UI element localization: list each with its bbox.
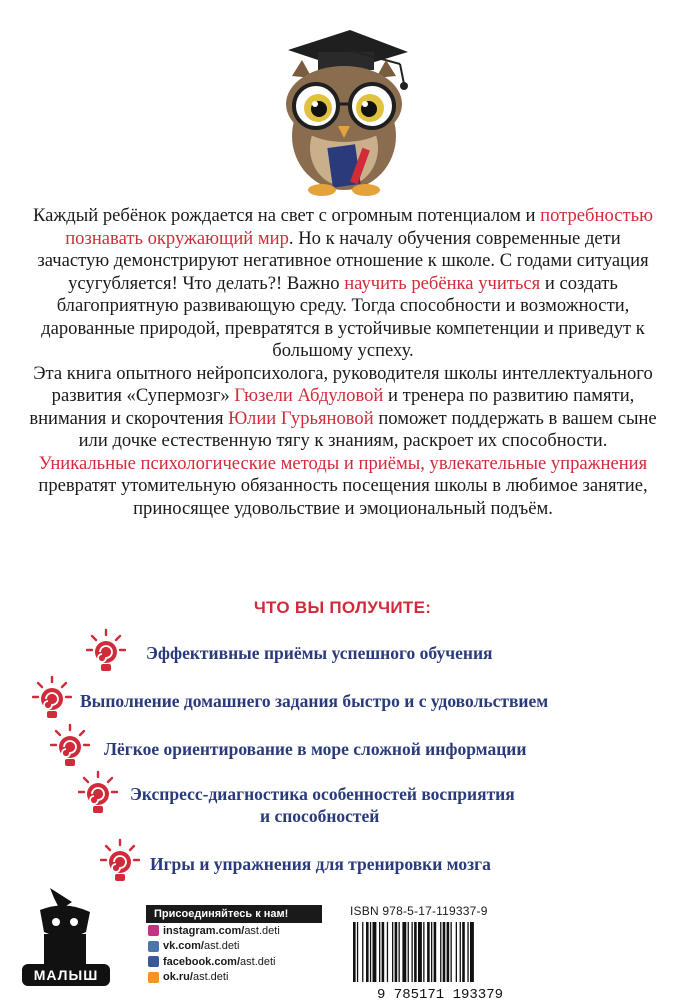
barcode-bars — [353, 922, 474, 982]
highlight: научить ребёнка учиться — [344, 272, 541, 294]
instagram-icon — [148, 925, 159, 936]
barcode-bar — [456, 922, 457, 982]
social-link-facebook[interactable]: facebook.com/ ast.deti — [148, 954, 322, 970]
barcode-bar — [412, 922, 413, 982]
barcode-bar — [434, 922, 437, 982]
barcode-bar — [395, 922, 398, 982]
odnoklassniki-icon — [148, 972, 159, 983]
barcode-bar — [402, 922, 406, 982]
bulb-icon — [32, 675, 72, 721]
social-link-instagram[interactable]: instagram.com/ ast.deti — [148, 923, 322, 939]
description-text — [28, 205, 658, 520]
barcode-bar — [462, 922, 465, 982]
barcode-bar — [460, 922, 461, 982]
barcode-bar — [379, 922, 380, 982]
owl-illustration — [258, 8, 428, 200]
highlight: потребностью познавать окружающий мир — [65, 205, 653, 249]
barcode-bar — [387, 922, 388, 982]
bulb-icon — [50, 723, 90, 769]
barcode-bar — [382, 922, 385, 982]
description-paragraph-2: Эта книга опытного нейропсихолога, руководителя школы интеллектуального развития «Супермозг» Гюзели Абдуловой и тренера по развитию памяти, внимания и скорочтения Юлии Гурьяновой поможет поддержать в вашем сыне или дочке естественную тягу к знаниям, раскроет их способности. — [29, 362, 657, 451]
barcode-bar — [357, 922, 358, 982]
barcode-bar — [440, 922, 441, 982]
barcode-bar — [443, 922, 446, 982]
social-link-ok[interactable]: ok.ru/ ast.deti — [148, 970, 322, 986]
barcode-bar — [447, 922, 450, 982]
section-title: ЧТО ВЫ ПОЛУЧИТЕ: — [253, 598, 432, 617]
barcode-bar — [418, 922, 422, 982]
benefit-item: Выполнение домашнего задания быстро и с удовольствием — [80, 691, 549, 711]
barcode-bar — [408, 922, 409, 982]
bulb-icon — [86, 628, 126, 674]
barcode-bar — [423, 922, 424, 982]
benefit-item: и способностей — [260, 806, 380, 826]
vk-icon — [148, 941, 159, 952]
barcode-bar — [370, 922, 371, 982]
barcode-bar — [431, 922, 432, 982]
facebook-icon — [148, 956, 159, 967]
social-links — [146, 905, 322, 985]
benefit-item: Экспресс-диагностика особенностей восприятия — [130, 784, 515, 804]
highlight: Уникальные психологические методы и приёмы, увлекательные упражнения — [38, 452, 648, 474]
publisher-logo — [10, 882, 120, 992]
barcode — [345, 922, 535, 1000]
author-name: Гюзели Абдуловой — [234, 385, 384, 406]
barcode-bar — [414, 922, 417, 982]
bulb-icon — [100, 838, 140, 884]
barcode-bar — [353, 922, 356, 982]
isbn-text: ISBN 978-5-17-119337-9 — [350, 904, 488, 918]
author-name: Юлии Гурьяновой — [228, 407, 374, 429]
barcode-bar — [451, 922, 452, 982]
description-paragraph-1: Каждый ребёнок рождается на свет с огромным потенциалом и потребностью познавать окружающий мир. Но к началу обучения современные дети зачастую демонстрируют негативное отношение к школе. С годами ситуация усугубляется! Что делать?! Важно научить ребёнка учиться и создать благоприятную развивающую среду. Тогда способности и возможности, дарованные природой, превратятся в устойчивые компетенции и приведут к большому успеху. — [33, 205, 653, 361]
barcode-bar — [366, 922, 369, 982]
barcode-bar — [392, 922, 393, 982]
social-link-vk[interactable]: vk.com/ ast.deti — [148, 939, 322, 955]
benefit-item: Игры и упражнения для тренировки мозга — [150, 854, 491, 874]
barcode-bar — [470, 922, 474, 982]
bulb-icon — [78, 770, 118, 816]
benefit-item: Эффективные приёмы успешного обучения — [146, 643, 493, 663]
barcode-bar — [373, 922, 377, 982]
barcode-bar — [467, 922, 468, 982]
description-paragraph-3: Уникальные психологические методы и приёмы, увлекательные упражнения превратят утомительную обязанность посещения школы в любимое занятие, приносящее удовольствие и эмоциональный подъём. — [38, 452, 648, 519]
barcode-bar — [427, 922, 430, 982]
barcode-digits: 9 785171 193379 — [376, 987, 504, 1000]
logo-text: МАЛЫШ — [33, 967, 99, 983]
barcode-bar — [399, 922, 400, 982]
barcode-bar — [362, 922, 363, 982]
social-header: Присоединяйтесь к нам! — [146, 905, 322, 923]
benefit-item: Лёгкое ориентирование в море сложной информации — [104, 739, 527, 759]
